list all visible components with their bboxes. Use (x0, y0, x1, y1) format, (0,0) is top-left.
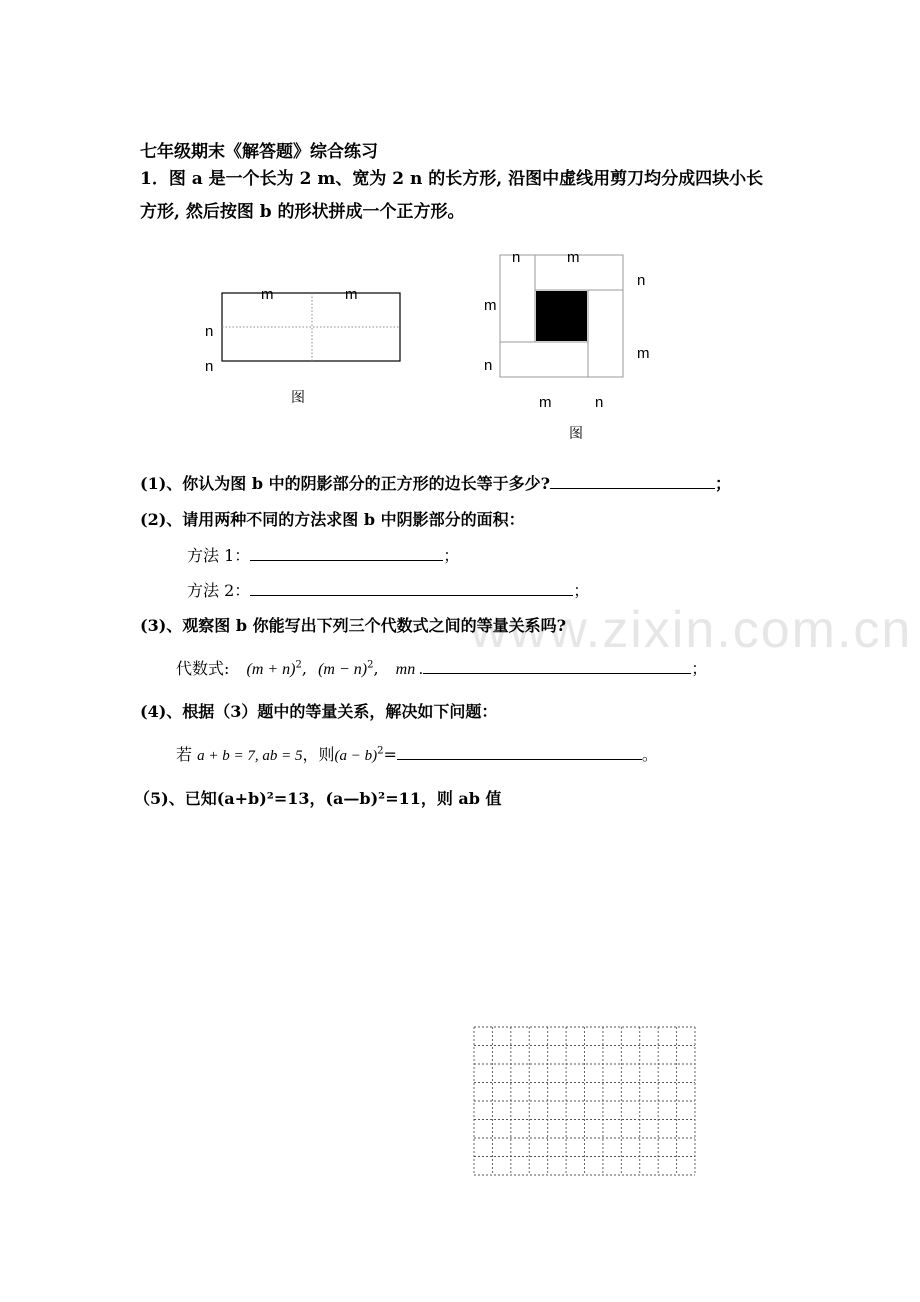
shaded-square (536, 291, 587, 341)
question-4: (4)、根据（3）题中的等量关系，解决如下问题： (140, 702, 498, 721)
answer-blank-4[interactable] (397, 741, 642, 760)
then-label: ，则 (302, 745, 335, 764)
figure-b-top-n: n (512, 249, 521, 266)
if-label: 若 (176, 745, 193, 764)
separator-2: , (373, 659, 379, 678)
condition-expression: a + b = 7, ab = 5 (197, 748, 303, 764)
method-1-label: 方法 1： (187, 546, 251, 565)
exponent-3: 2 (377, 745, 384, 757)
expression-mn: mn . (395, 661, 424, 678)
figure-b-left-m: m (484, 297, 497, 314)
expression-label: 代数式: (176, 659, 230, 678)
method-1 (187, 542, 459, 566)
figure-b (478, 245, 668, 445)
page-title: 七年级期末《解答题》综合练习 (140, 142, 378, 162)
separator-1: , (301, 659, 307, 678)
watermark: www.zixin.com.cn (470, 601, 913, 659)
figure-a-label-n2: n (205, 358, 214, 375)
figure-a (195, 275, 415, 410)
figure-b-top-m: m (567, 249, 580, 266)
question-4-end: 。 (641, 745, 658, 764)
figure-b-right-m: m (637, 345, 650, 362)
expression-m-minus-n: (m − n) (318, 661, 368, 678)
figure-b-left-n: n (484, 357, 493, 374)
question-3-end: ； (691, 659, 708, 678)
answer-blank-method-2[interactable] (250, 577, 573, 596)
figure-b-right-n: n (637, 272, 646, 289)
question-3: (3)、观察图 b 你能写出下列三个代数式之间的等量关系吗? (140, 616, 566, 635)
method-2-end: ； (573, 581, 590, 600)
figure-a-label-n1: n (205, 323, 214, 340)
question-1-end: ； (714, 474, 731, 493)
method-1-end: ； (443, 546, 460, 565)
answer-blank-method-1[interactable] (250, 542, 443, 561)
method-2 (187, 577, 589, 601)
figure-b-bottom-n: n (595, 394, 604, 411)
exponent-2: 2 (367, 659, 374, 671)
grid-paper (472, 1025, 698, 1178)
question-4-condition (176, 741, 658, 765)
figure-b-caption: 图 (569, 425, 583, 441)
a-minus-b-expression: (a − b) (334, 748, 378, 764)
exponent-1: 2 (295, 659, 302, 671)
figure-b-bottom-m: m (539, 394, 552, 411)
answer-blank-3[interactable] (423, 655, 691, 674)
figure-a-caption: 图 (291, 389, 305, 405)
equals-sign: = (383, 745, 397, 764)
question-3-expression (176, 655, 707, 679)
problem-line-2: 方形, 然后按图 b 的形状拼成一个正方形。 (140, 202, 465, 222)
question-1 (140, 470, 731, 494)
expression-m-plus-n: (m + n) (246, 661, 296, 678)
problem-line-1: 1．图 a 是一个长为 2 m、宽为 2 n 的长方形, 沿图中虚线用剪刀均分成四块小长 (140, 169, 764, 189)
answer-blank-1[interactable] (550, 470, 715, 489)
question-5: （5)、已知(a+b)²=13，(a—b)²=11，则 ab 值 (134, 789, 502, 808)
question-2: (2)、请用两种不同的方法求图 b 中阴影部分的面积： (140, 510, 525, 529)
question-1-text: (1)、你认为图 b 中的阴影部分的正方形的边长等于多少? (140, 474, 550, 493)
method-2-label: 方法 2： (187, 581, 251, 600)
figure-a-label-m1: m (261, 286, 274, 303)
figure-a-label-m2: m (345, 286, 358, 303)
